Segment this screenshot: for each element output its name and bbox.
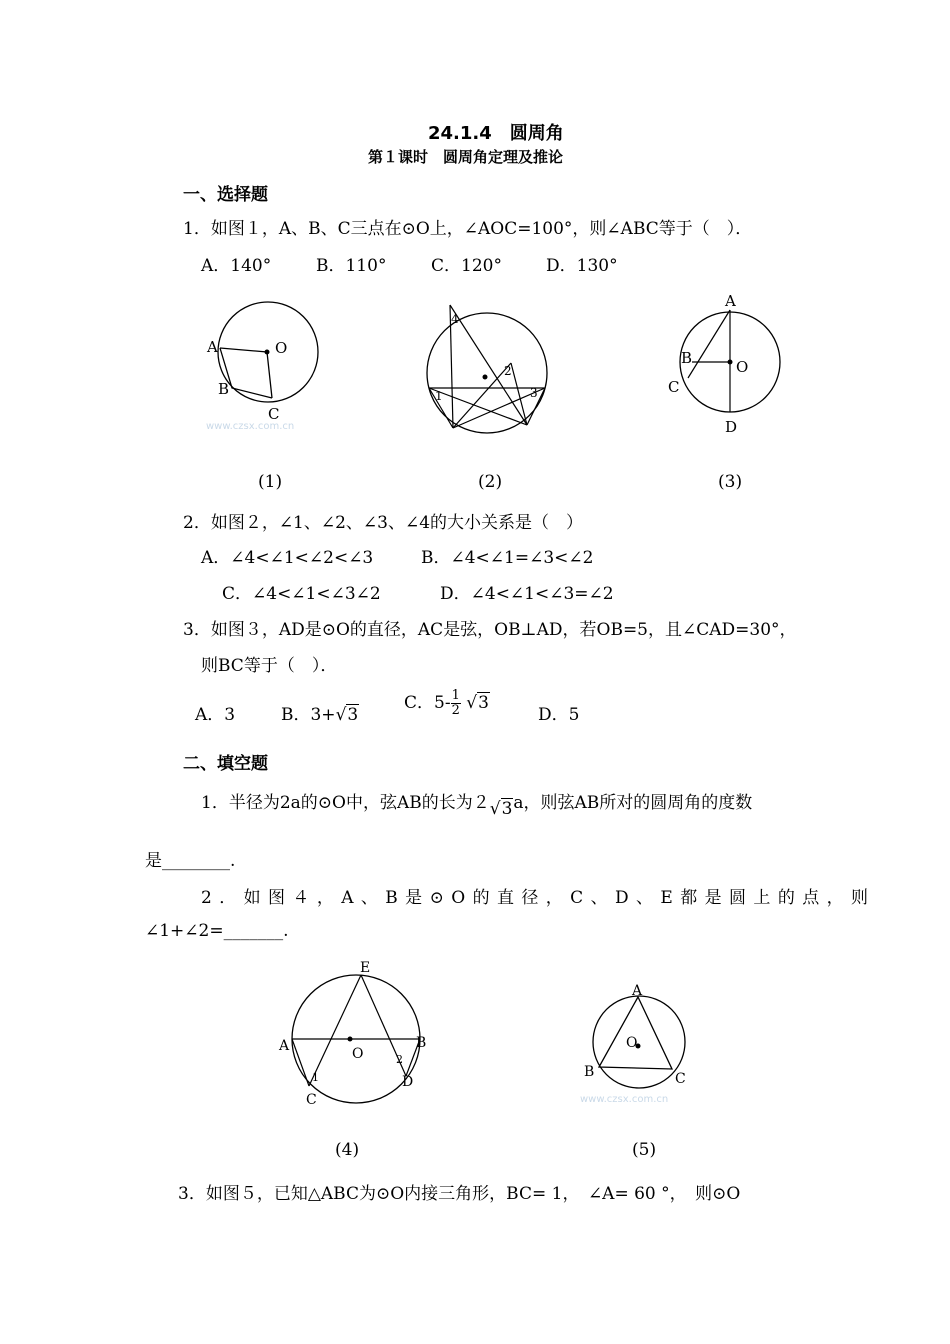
fig1-label-a: A: [207, 338, 218, 356]
figure-3: [660, 290, 790, 440]
fig3-label-a: A: [725, 292, 736, 310]
fill-question-2-line1: 2．如图４，A、B是⊙O的直径，C、D、E都是圆上的点，则: [201, 888, 876, 908]
fill-question-2-line2: ∠1+∠2=_______.: [145, 921, 289, 941]
q1-option-b: B．110°: [316, 256, 387, 276]
fig3-label-o: O: [736, 358, 749, 376]
question-3-text-2: 则BC等于（ ）．: [201, 656, 338, 676]
fraction: $\frac{1}{2}$: [451, 688, 460, 718]
section-heading-choice: 一、选择题: [183, 185, 268, 205]
fig2-label-4: 4: [451, 312, 459, 326]
fig2-label-1: 1: [435, 389, 443, 403]
figure-1: [190, 290, 350, 440]
page-title: 24.1.4 圆周角: [428, 123, 564, 144]
fig4-label-c: C: [306, 1092, 317, 1108]
fig2-label-2: 2: [504, 364, 512, 378]
fig4-label-b: B: [416, 1035, 427, 1051]
figure-2: [410, 295, 565, 445]
fill-question-3-text: 3．如图５，已知△ABC为⊙O内接三角形，BC= 1， ∠A= 60 °， 则⊙O: [178, 1184, 741, 1204]
fig4-label-d: D: [402, 1074, 414, 1090]
fig5-label-a: A: [632, 983, 643, 999]
q3-option-d: D．5: [538, 705, 580, 725]
figure-5: [575, 978, 705, 1093]
fig4-label-2: 2: [396, 1053, 403, 1066]
fill-question-1-text: 1．半径为2a的⊙O中，弦AB的长为２√3a，则弦AB所对的圆周角的度数: [201, 793, 753, 819]
fig4-label-a: A: [279, 1038, 290, 1054]
page-subtitle: 第１课时 圆周角定理及推论: [368, 148, 564, 166]
fig4-label-e: E: [360, 960, 371, 976]
q1-option-c: C．120°: [431, 256, 502, 276]
q3-option-c: C．5- $\frac{1}{2}$ √3: [404, 688, 489, 718]
q1-option-a: A．140°: [201, 256, 272, 276]
question-3-text: 3．如图３，AD是⊙O的直径，AC是弦，OB⊥AD，若OB=5，且∠CAD=30°，: [183, 620, 797, 640]
fig3-label-b: B: [681, 349, 693, 367]
watermark: www.czsx.com.cn: [580, 1094, 669, 1105]
fig1-label-c: C: [268, 405, 280, 423]
q3-option-b: B．3+√3: [281, 705, 359, 725]
fill-question-1-line2: 是________.: [145, 851, 236, 871]
fig4-label-o: O: [352, 1046, 364, 1062]
fig1-label-b: B: [218, 380, 230, 398]
watermark: www.czsx.com.cn: [206, 421, 295, 432]
q2-option-c: C．∠4<∠1<∠3∠2: [222, 584, 381, 604]
figure-1-caption: (1): [258, 472, 283, 492]
q3-option-a: A．3: [195, 705, 236, 725]
question-1-text: 1．如图１，A、B、C三点在⊙O上，∠AOC=100°，则∠ABC等于（ ）．: [183, 219, 753, 239]
q2-option-b: B．∠4<∠1=∠3<∠2: [421, 548, 594, 568]
figure-3-caption: (3): [718, 472, 743, 492]
fig5-label-c: C: [675, 1071, 686, 1087]
figure-2-caption: (2): [478, 472, 503, 492]
fig4-label-1: 1: [312, 1071, 319, 1084]
figure-5-caption: (5): [632, 1140, 657, 1160]
fig5-label-o: O: [626, 1035, 638, 1051]
question-2-text: 2．如图２，∠1、∠2、∠3、∠4的大小关系是（ ）: [183, 513, 584, 533]
figure-4-caption: (4): [335, 1140, 360, 1160]
fig3-label-c: C: [668, 378, 680, 396]
section-heading-fill: 二、填空题: [183, 754, 268, 774]
q2-option-a: A．∠4<∠1<∠2<∠3: [201, 548, 374, 568]
fig5-label-b: B: [584, 1064, 595, 1080]
figure-4: [270, 955, 435, 1110]
fig1-label-o: O: [275, 339, 288, 357]
q2-option-d: D．∠4<∠1<∠3=∠2: [440, 584, 614, 604]
fig3-label-d: D: [725, 418, 738, 436]
fig2-label-3: 3: [530, 386, 538, 400]
q1-option-d: D．130°: [546, 256, 618, 276]
